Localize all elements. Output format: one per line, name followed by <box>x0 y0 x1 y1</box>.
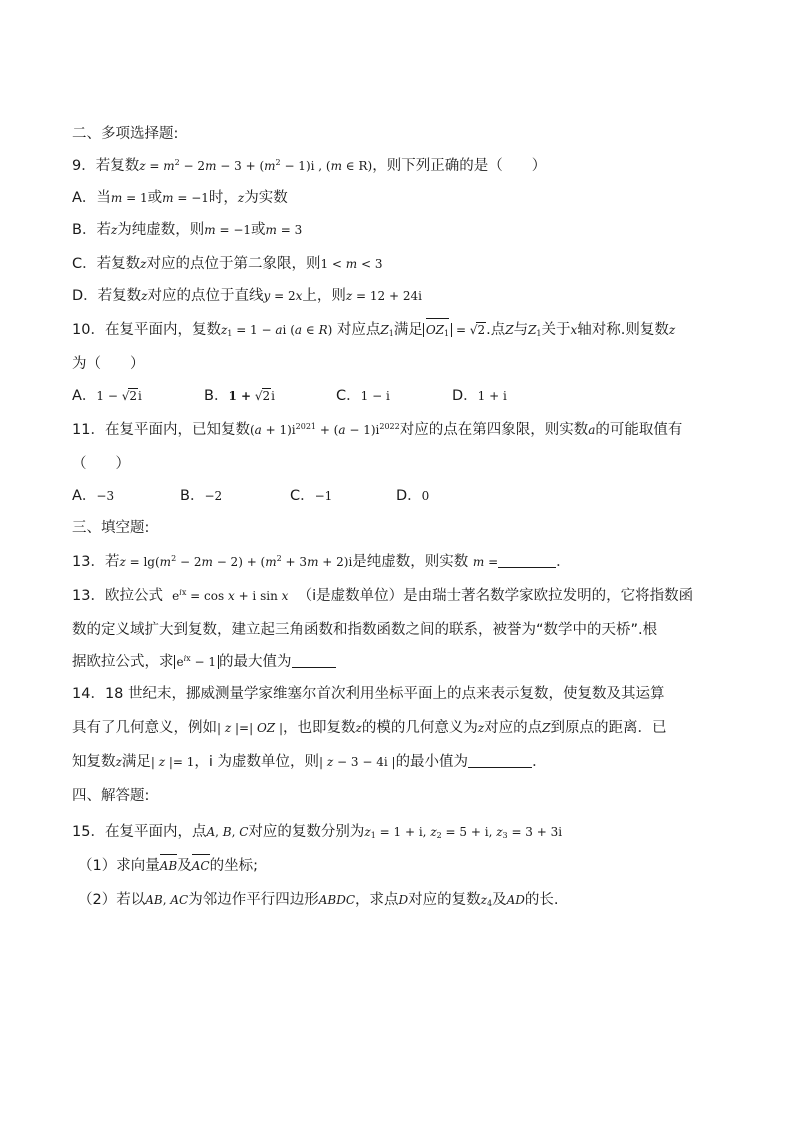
option-d: D．1 + i <box>452 388 507 404</box>
answer-blank[interactable] <box>468 753 532 768</box>
section-heading-solutions: 四、解答题: <box>72 788 150 804</box>
question-13b-line-1: 13．欧拉公式 $e^{ix} = \cos x + i$ sin x （i是虚数单位）是由瑞士著名数学家欧拉发明的，它将指数函 <box>72 588 694 604</box>
question-9-option-b: B．若z为纯虚数，则m = −1或m = 3 <box>72 222 303 238</box>
option-c: C．−1 <box>290 488 333 504</box>
question-10-stem: 10．在复平面内，复数$z_1 = 1$ − ai (a ∈ R) 对应点$Z_1$满足 $OZ_1 = √2$.点Z与$Z_1$关于x轴对称.则复数z <box>72 322 676 338</box>
question-13b-line-3: 据欧拉公式，求 $e^{ix} - 1$ 的最大值为 <box>72 652 724 672</box>
answer-blank[interactable] <box>498 553 556 568</box>
option-d: D．0 <box>396 488 430 504</box>
question-14-line-1: 14．18 世纪末，挪威测量学家维塞尔首次利用坐标平面上的点来表示复数，使复数及其运算 <box>72 686 665 702</box>
question-14-line-3: 知复数z满足| z |= 1，i 为虚数单位，则| z − 3 − 4i |的最小值为 ． <box>72 754 547 770</box>
question-10-stem-cont: 为（ ） <box>72 356 145 372</box>
option-b: B．−2 <box>180 488 223 504</box>
section-heading-fill-in: 三、填空题: <box>72 520 150 536</box>
question-9-option-d: D．若复数z对应的点位于直线y = 2x上，则z = 12 + 24i <box>72 288 422 304</box>
question-9-option-c: C．若复数z对应的点位于第二象限，则1 < m < 3 <box>72 256 383 272</box>
option-c: C．1 − i <box>336 388 390 404</box>
question-11-stem: 11．在复平面内，已知复数$(a + 1)i^{2021} + (a - 1)i^{2022}$对应的点在第四象限，则实数a的可能取值有 <box>72 422 683 438</box>
option-a: A．−3 <box>72 488 115 504</box>
question-15-part-1: （1）求向量AB及AC的坐标; <box>78 858 258 874</box>
option-b: B．1 + √2i <box>204 388 275 404</box>
question-9-stem: 9．若复数$z = m^2 - 2m - 3 + (m^2 - 1)i$ , (m ∈ R)，则下列正确的是（ ） <box>72 158 547 174</box>
question-9-option-a: A．当m = 1或m = −1时，z为实数 <box>72 190 288 206</box>
question-15-part-2: （2）若以AB, AC为邻边作平行四边形ABDC，求点D对应的复数$z_4$及AD的长. <box>78 892 559 908</box>
option-a: A．1 − √2i <box>72 388 142 404</box>
question-13a: 13．若$z = \lg(m^2 - 2m - 2) + (m^2 + 3m + 2)i$是纯虚数，则实数 m = ． <box>72 554 571 570</box>
question-13b-line-2: 数的定义域扩大到复数，建立起三角函数和指数函数之间的联系，被誉为“数学中的天桥”.根 <box>72 622 658 638</box>
question-15-stem: 15．在复平面内，点A, B, C对应的复数分别为$z_1 = 1 + i$, $z_2 = 5 + i$, $z_3 = 3 + 3i$ <box>72 824 563 840</box>
answer-blank[interactable] <box>292 653 336 668</box>
section-heading-multiple-choice: 二、多项选择题: <box>72 126 179 142</box>
q9-formula: $z = m^2 - 2m - 3 + (m^2 - 1)i$ , (m ∈ R) <box>139 158 373 173</box>
question-11-stem-cont: （ ） <box>72 456 130 472</box>
question-14-line-2: 具有了几何意义，例如| z |=| OZ |，也即复数z的模的几何意义为z对应的点Z到原点的距离．已 <box>72 720 667 736</box>
